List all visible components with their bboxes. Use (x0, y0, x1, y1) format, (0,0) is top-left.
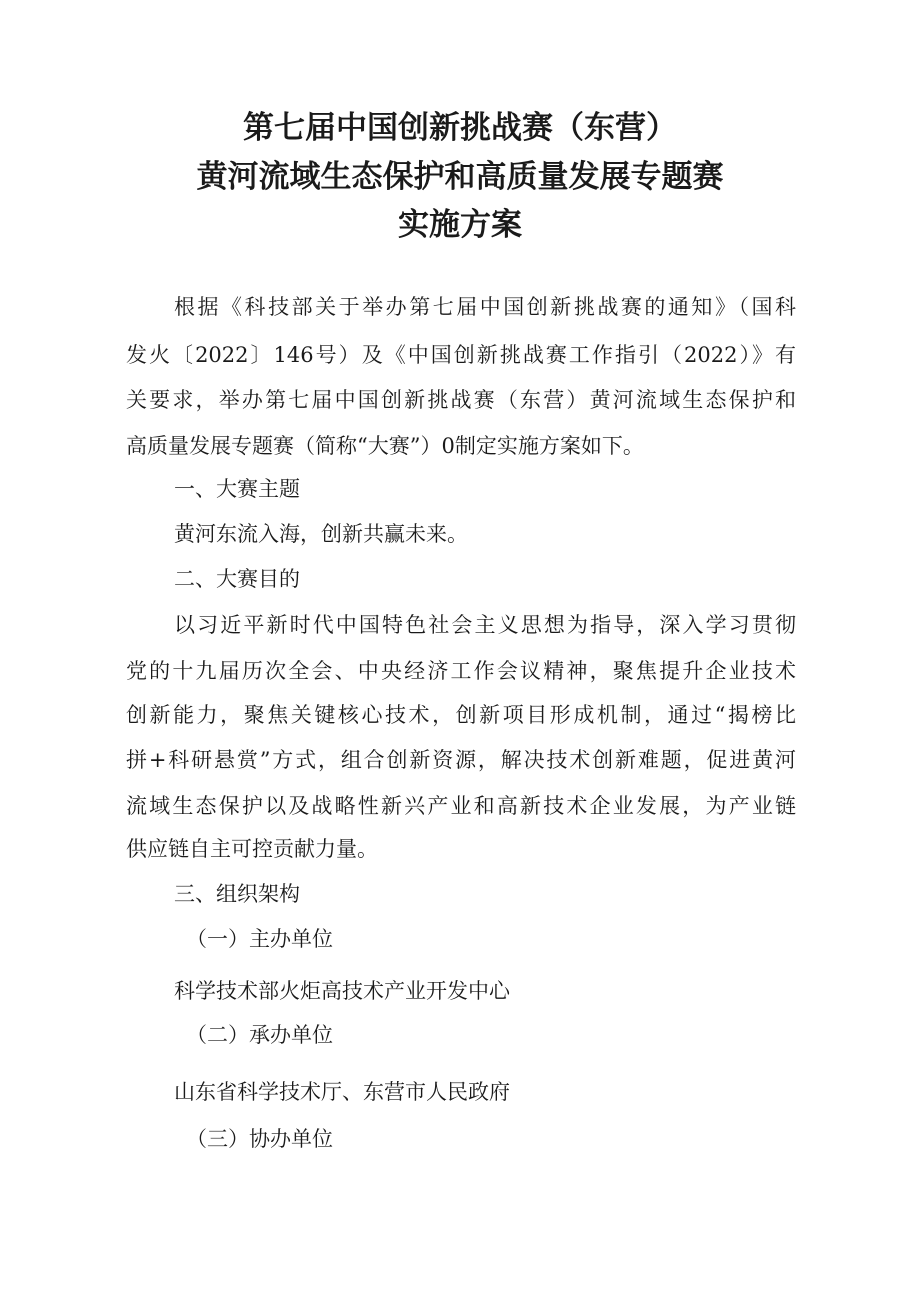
section-1-text: 黄河东流入海，创新共赢未来。 (174, 522, 468, 546)
document-title-line-3: 实施方案 (398, 207, 522, 243)
intro-line-1: 根据《科技部关于举办第七届中国创新挑战赛的通知》（国科 (174, 295, 796, 319)
section-3-heading: 三、组织架构 (174, 882, 300, 906)
section-2-line-1: 以习近平新时代中国特色社会主义思想为指导，深入学习贯彻 (174, 613, 796, 637)
intro-line-3: 关要求，举办第七届中国创新挑战赛（东营）黄河流域生态保护和 (126, 388, 796, 412)
section-2-line-2: 党的十九届历次全会、中央经济工作会议精神，聚焦提升企业技术 (126, 659, 796, 683)
section-1-heading: 一、大赛主题 (174, 477, 300, 501)
document-title-line-2: 黄河流域生态保护和高质量发展专题赛 (196, 159, 724, 195)
section-3-sub-1-text: 科学技术部火炬高技术产业开发中心 (174, 979, 510, 1003)
section-3-sub-1-heading: （一）主办单位 (186, 927, 333, 951)
document-title-line-1: 第七届中国创新挑战赛（东营） (243, 110, 677, 146)
section-2-line-4: 拼+科研悬赏”方式，组合创新资源，解决技术创新难题，促进黄河 (126, 748, 796, 772)
section-3-sub-2-heading: （二）承办单位 (186, 1023, 333, 1047)
section-3-sub-3-heading: （三）协办单位 (186, 1127, 333, 1151)
section-3-sub-2-text: 山东省科学技术厅、东营市人民政府 (174, 1080, 510, 1104)
section-2-line-5: 流域生态保护以及战略性新兴产业和高新技术企业发展，为产业链 (126, 794, 796, 818)
section-2-heading: 二、大赛目的 (174, 567, 300, 591)
section-2-line-3: 创新能力，聚焦关键核心技术，创新项目形成机制，通过“揭榜比 (126, 703, 796, 727)
intro-line-4: 高质量发展专题赛（简称“大赛”）0制定实施方案如下。 (126, 434, 644, 458)
intro-line-2: 发火〔2022〕146号）及《中国创新挑战赛工作指引（2022）》有 (126, 343, 796, 367)
section-2-line-6: 供应链自主可控贡献力量。 (126, 837, 378, 861)
